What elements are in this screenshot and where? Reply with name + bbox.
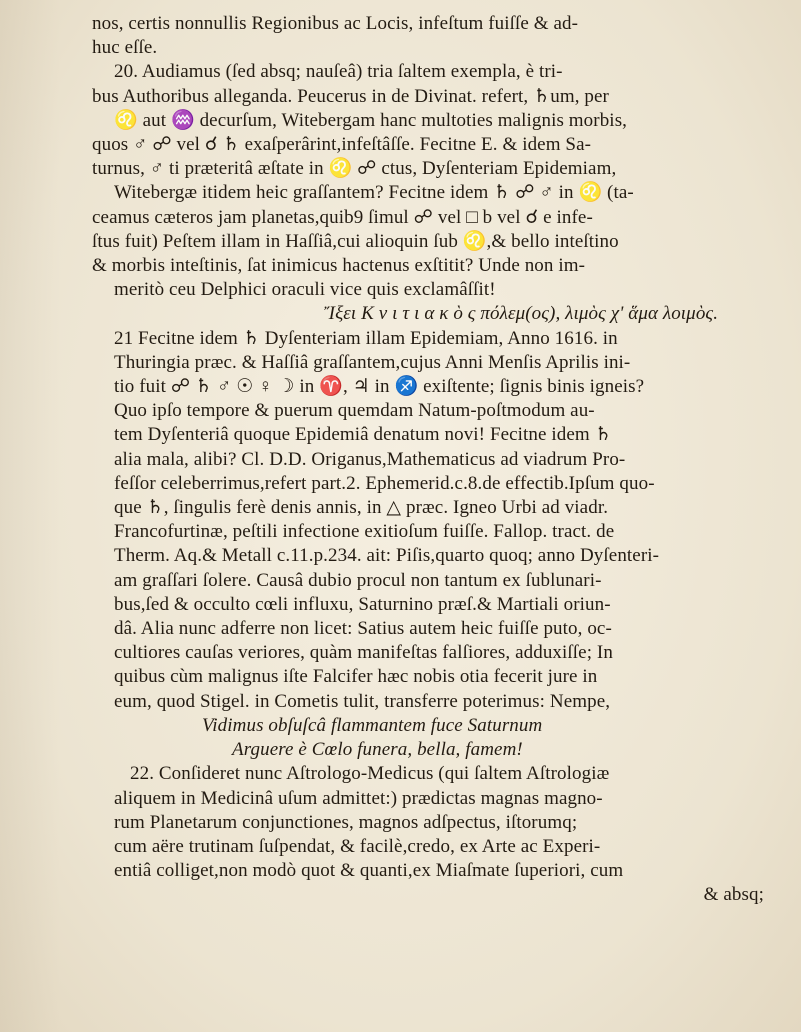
text-line: Thuringia præc. & Haſſiâ graſſantem,cujus Anni Menſis Aprilis ini- xyxy=(114,351,631,373)
text-line: que ♄, ſingulis ferè denis annis, in △ præc. Igneo Urbi ad viadr. xyxy=(114,497,609,519)
text-line: eum, quod Stigel. in Cometis tulit, transferre poterimus: Nempe, xyxy=(114,690,611,712)
text-column xyxy=(92,12,772,908)
catchword: & absq; xyxy=(703,884,764,906)
text-line: tio fuit ☍ ♄ ♂ ☉ ♀ ☽ in ♈, ♃ in ♐ exiſtente; ſignis binis igneis? xyxy=(114,376,645,398)
text-line: ceamus cæteros jam planetas,quib9 ſimul ☍ vel □ b vel ☌ e infe- xyxy=(92,206,593,228)
text-line: rum Planetarum conjunctiones, magnos adſpectus, iſtorumq; xyxy=(114,811,578,833)
text-line: bus Authoribus alleganda. Peucerus in de Divinat. refert, ♄um, per xyxy=(92,85,609,107)
paragraph-22-start: 22. Conſideret nunc Aſtrologo-Medicus (qui ſaltem Aſtrologiæ xyxy=(130,763,610,785)
paragraph-20-start: 20. Audiamus (ſed absq; nauſeâ) tria ſaltem exempla, è tri- xyxy=(114,61,563,83)
text-line: aliquem in Medicinâ uſum admittet:) prædictas magnas magno- xyxy=(114,787,603,809)
paragraph-21-start: 21 Fecitne idem ♄ Dyſenteriam illam Epidemiam, Anno 1616. in xyxy=(114,327,618,349)
text-line: Witebergæ itidem heic graſſantem? Fecitne idem ♄ ☍ ♂ in ♌ (ta- xyxy=(114,182,634,204)
verse-line: Vidimus obſuſcâ flammantem fuce Saturnum xyxy=(202,714,543,736)
text-line: ſtus fuit) Peſtem illam in Haſſiâ,cui alioquin ſub ♌,& bello inteſtino xyxy=(92,230,619,252)
text-line: nos, certis nonnullis Regionibus ac Locis, infeſtum fuiſſe & ad- xyxy=(92,13,579,34)
text-line: entiâ colliget,non modò quot & quanti,ex Miaſmate ſuperiori, cum xyxy=(114,860,624,882)
text-line: & morbis inteſtinis, ſat inimicus hactenus exſtitit? Unde non im- xyxy=(92,255,586,277)
text-line: cum aëre trutinam ſuſpendat, & facilè,credo, ex Arte ac Experi- xyxy=(114,835,601,857)
text-line: alia mala, alibi? Cl. D.D. Origanus,Mathematicus ad viadrum Pro- xyxy=(114,448,626,470)
text-line: cultiores cauſas veriores, quàm manifeſtas falſiores, adduxiſſe; In xyxy=(114,642,613,664)
text-line: quos ♂ ☍ vel ☌ ♄ exaſperârint,infeſtâſſe. Fecitne E. & idem Sa- xyxy=(92,134,592,156)
text-line: Francofurtinæ, peſtili infectione exitioſum fuiſſe. Fallop. tract. de xyxy=(114,521,615,543)
text-line: ♌ aut ♒ decurſum, Witebergam hanc multoties malignis morbis, xyxy=(114,109,628,131)
text-line: bus,ſed & occulto cœli influxu, Saturnino præſ.& Martiali oriun- xyxy=(114,593,611,615)
verse-line: Arguere è Cœlo funera, bella, famem! xyxy=(232,739,523,761)
text-line: Therm. Aq.& Metall c.11.p.234. ait: Piſis,quarto quoq; anno Dyſenteri- xyxy=(114,545,660,567)
text-line: huc eſſe. xyxy=(92,37,158,59)
page-gutter-shadow xyxy=(0,0,60,1032)
text-line: tem Dyſenteriâ quoque Epidemiâ denatum novi! Fecitne idem ♄ xyxy=(114,424,612,446)
text-line: turnus, ♂ ti præteritâ æſtate in ♌ ☍ ctus, Dyſenteriam Epidemiam, xyxy=(92,158,617,180)
greek-quotation: Ἴξει Κ ν ι τ ι α κ ὸ ς πόλεμ(ος), λιμὸς χ' ἅμα λοιμὸς. xyxy=(324,303,719,325)
text-line: quibus cùm malignus iſte Falcifer hæc nobis otia fecerit jure in xyxy=(114,666,598,688)
text-line: feſſor celeberrimus,refert part.2. Ephemerid.c.8.de effectib.Ipſum quo- xyxy=(114,472,655,494)
text-line: Quo ipſo tempore & puerum quemdam Natum-poſtmodum au- xyxy=(114,400,595,422)
text-line: meritò ceu Delphici oraculi vice quis exclamâſſit! xyxy=(114,279,496,301)
text-line: am graſſari ſolere. Causâ dubio procul non tantum ex ſublunari- xyxy=(114,569,602,591)
text-line: dâ. Alia nunc adferre non licet: Satius autem heic fuiſſe puto, oc- xyxy=(114,618,612,640)
